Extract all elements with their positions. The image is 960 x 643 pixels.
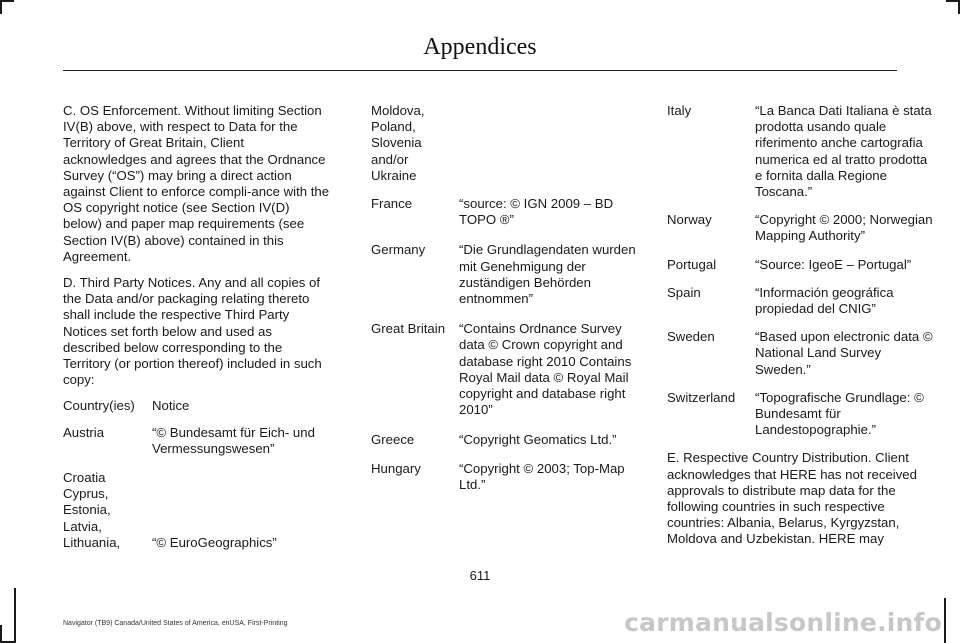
row-country: Sweden [667,329,715,345]
row-notice: “Topografische Grundlage: © Bundesamt für Landestopographie.” [755,389,924,438]
row-notice: “© EuroGeographics” [152,534,277,550]
header-rule [63,70,897,71]
table-row [63,470,331,551]
table-row [63,425,331,457]
table-row [667,103,936,200]
table-row [667,390,936,439]
row-notice: “Die Grundlagendaten wurden mit Genehmigung der zuständigen Behörden entnommen” [459,242,636,307]
row-country: France [371,196,413,212]
footer-text: Navigator (TB9) Canada/United States of America, enUSA, First-Printing [63,620,288,627]
crop-mark [946,0,960,2]
header-country: Country(ies) [63,398,135,414]
row-notice: “Source: IgeoE – Portugal” [755,256,912,272]
table-row [371,432,639,448]
crop-mark [0,0,14,2]
row-notice: “Based upon electronic data © National Land Survey Sweden.” [755,329,933,377]
table-row [371,321,639,418]
column-1 [63,103,331,561]
column-3 [667,103,936,558]
paragraph-country-distribution: E. Respective Country Distribution. Client acknowledges that HERE has not received approvals to distribute map data for the following countries in such respective countries: Albania, Belarus, Kyrgyzstan, Moldova and Uzbekistan. HERE may [667,450,917,547]
row-notice: “Copyright Geomatics Ltd.” [459,432,617,448]
row-notice: “© Bundesamt für Eich- und Vermessungswesen” [152,424,315,456]
row-notice: “Copyright © 2003; Top-Map Ltd.” [459,460,625,492]
row-country: Austria [63,424,105,440]
row-country: Hungary [371,460,421,476]
table-header [63,398,331,414]
row-country: Spain [667,284,701,300]
column-2 [371,103,639,503]
crop-mark [944,598,946,643]
table-row [371,103,639,184]
table-row [371,461,639,493]
paragraph-os-enforcement: C. OS Enforcement. Without limiting Section IV(B) above, with respect to Data for the Territory of Great Britain, Client acknowledges and agrees that the Ordnance Survey (“OS”) may bring a direct action against Client to enforce compli-ance with the OS copyright notice (see Section IV(D) below) and paper map requirements (see Section IV(B) above) contained in this Agreement. [63,103,330,264]
row-notice: “La Banca Dati Italiana è stata prodotta usando quale riferimento anche cartografia numerica ed al tratto prodotta e fornita dalla Regione Toscana.” [755,103,932,200]
row-notice: “Contains Ordnance Survey data © Crown copyright and database right 2010 Contains Royal Mail data © Royal Mail copyright and database right 2010” [459,321,632,418]
table-row [371,196,639,228]
row-country: Germany [371,242,426,258]
watermark: carmanualsonline.info [624,608,942,637]
row-country: Italy [667,103,692,118]
row-country: Croatia Cyprus, Estonia, Latvia, Lithuania, [63,470,121,550]
table-row [667,212,936,244]
row-country: Portugal [667,256,717,272]
row-notice: “Información geográfica propiedad del CNIG” [755,284,894,317]
row-country: Great Britain [371,321,446,337]
row-country: Moldova, Poland, Slovenia and/or Ukraine [371,103,425,183]
header-notice: Notice [152,398,190,414]
table-row [667,329,936,378]
table-row [371,242,639,307]
row-notice: “Copyright © 2000; Norwegian Mapping Authority” [755,212,933,244]
page-title: Appendices [423,34,537,60]
row-country: Norway [667,212,712,228]
crop-mark [14,588,16,643]
row-notice [459,103,639,184]
page-number: 611 [469,568,491,583]
crop-mark [0,0,2,14]
row-notice: “source: © IGN 2009 – BD TOPO ®” [459,196,614,228]
table-row [667,285,936,317]
row-country: Greece [371,432,415,448]
table-row [667,257,936,273]
row-country: Switzerland [667,389,736,405]
paragraph-third-party-notices: D. Third Party Notices. Any and all copies of the Data and/or packaging relating thereto shall include the respective Third Party Notices set forth below and used as described below corresponding to the Territory (or portion thereof) included in such copy: [63,275,322,388]
